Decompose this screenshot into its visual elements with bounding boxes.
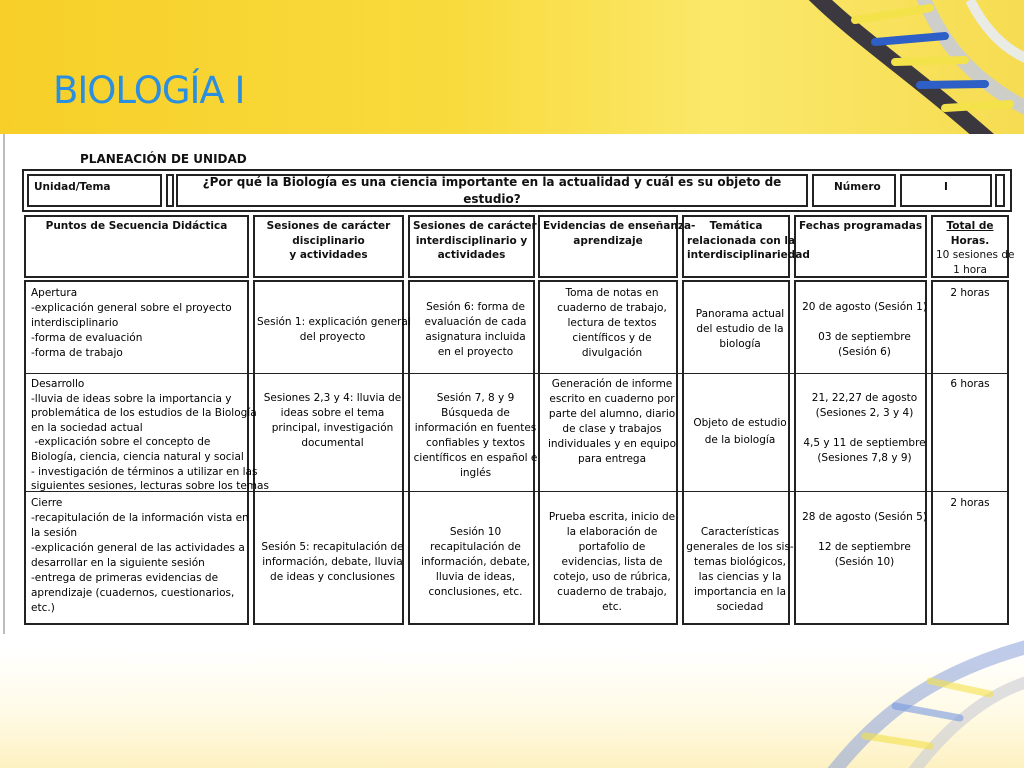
row1-interdisciplinario: Sesión 6: forma de evaluación de cada asignatura incluida en el proyecto bbox=[424, 301, 527, 358]
header-evidencias: Evidencias de enseñanza- aprendizaje bbox=[538, 215, 678, 278]
unit-question: ¿Por qué la Biología es una ciencia importante en la actualidad y cuál es su objeto de estudio? bbox=[176, 174, 808, 207]
number-spacer bbox=[995, 174, 1005, 207]
row2-interdisciplinario: Sesión 7, 8 y 9 Búsqueda de información en fuentes confiables y textos científicos en español e inglés bbox=[413, 392, 538, 479]
row2-disciplinario: Sesiones 2,3 y 4: lluvia de ideas sobre el tema principal, investigación documental bbox=[263, 392, 402, 449]
row3-interdisciplinario: Sesión 10 recapitulación de información, debate, lluvia de ideas, conclusiones, etc. bbox=[420, 526, 531, 598]
document-edge bbox=[3, 134, 5, 634]
row3-evidencias: Prueba escrita, inicio de la elaboración de portafolio de evidencias, lista de cotejo, uso de rúbrica, cuaderno de trabajo, etc. bbox=[548, 511, 676, 613]
row2-puntos: Desarrollo -lluvia de ideas sobre la importancia y problemática de los estudios de la Biología en la sociedad actual -explicación sobre el concepto de Biología, ciencia, ciencia natural y social - investigación de términos a utilizar en las siguientes sesiones, lecturas sobre los temas bbox=[31, 378, 269, 493]
header-disciplinario: Sesiones de carácter disciplinario y actividades bbox=[253, 215, 404, 278]
row1-disciplinario: Sesión 1: explicación general del proyecto bbox=[257, 316, 411, 343]
unit-label: Unidad/Tema bbox=[27, 174, 162, 207]
row2-fechas: 21, 22,27 de agosto (Sesiones 2, 3 y 4) 4,5 y 11 de septiembre (Sesiones 7,8 y 9) bbox=[803, 392, 926, 464]
row1-puntos: Apertura -explicación general sobre el proyecto interdisciplinario -forma de evaluación -forma de trabajo bbox=[31, 287, 232, 359]
number-label: Número bbox=[812, 174, 896, 207]
dna-helix-image bbox=[770, 0, 1024, 134]
row1-fechas: 20 de agosto (Sesión 1) 03 de septiembre (Sesión 6) bbox=[802, 301, 927, 358]
column-horas bbox=[931, 280, 1009, 625]
row2-horas: 6 horas bbox=[950, 378, 990, 390]
unit-spacer bbox=[166, 174, 174, 207]
row3-puntos: Cierre -recapitulación de la información vista en la sesión -explicación general de las actividades a desarrollar en la siguiente sesión -entrega de primeras evidencias de aprendizaje (cuadernos, cuestionarios, etc.) bbox=[31, 497, 249, 614]
header-horas-total: Total de bbox=[946, 220, 994, 232]
number-value: I bbox=[900, 174, 992, 207]
header-tematica: Temática relacionada con la interdisciplinariedad bbox=[682, 215, 790, 278]
row3-disciplinario: Sesión 5: recapitulación de información, debate, lluvia de ideas y conclusiones bbox=[261, 541, 404, 583]
header-fechas: Fechas programadas bbox=[794, 215, 927, 278]
row1-horas: 2 horas bbox=[950, 287, 990, 299]
slide-title: BIOLOGÍA I bbox=[53, 69, 245, 112]
row3-fechas: 28 de agosto (Sesión 5) 12 de septiembre (Sesión 10) bbox=[802, 511, 927, 568]
dna-helix-image-bottom bbox=[770, 636, 1024, 768]
row3-tematica: Características generales de los sis- temas biológicos, las ciencias y la importancia en la sociedad bbox=[686, 526, 794, 613]
header-interdisciplinario: Sesiones de carácter interdisciplinario y actividades bbox=[408, 215, 535, 278]
row3-horas: 2 horas bbox=[950, 497, 990, 509]
row1-evidencias: Toma de notas en cuaderno de trabajo, lectura de textos científicos y de divulgación bbox=[557, 287, 667, 359]
header-horas: Total de Horas. 10 sesiones de 1 hora bbox=[931, 215, 1009, 278]
row1-tematica: Panorama actual del estudio de la biología bbox=[695, 308, 785, 350]
row2-evidencias: Generación de informe escrito en cuaderno por parte del alumno, diario de clase y trabajos individuales y en equipo para entrega bbox=[547, 378, 676, 465]
planning-document bbox=[0, 134, 1024, 636]
header-puntos: Puntos de Secuencia Didáctica bbox=[24, 215, 249, 278]
row2-tematica: Objeto de estudio de la biología bbox=[693, 417, 787, 446]
document-heading: PLANEACIÓN DE UNIDAD bbox=[80, 152, 247, 166]
